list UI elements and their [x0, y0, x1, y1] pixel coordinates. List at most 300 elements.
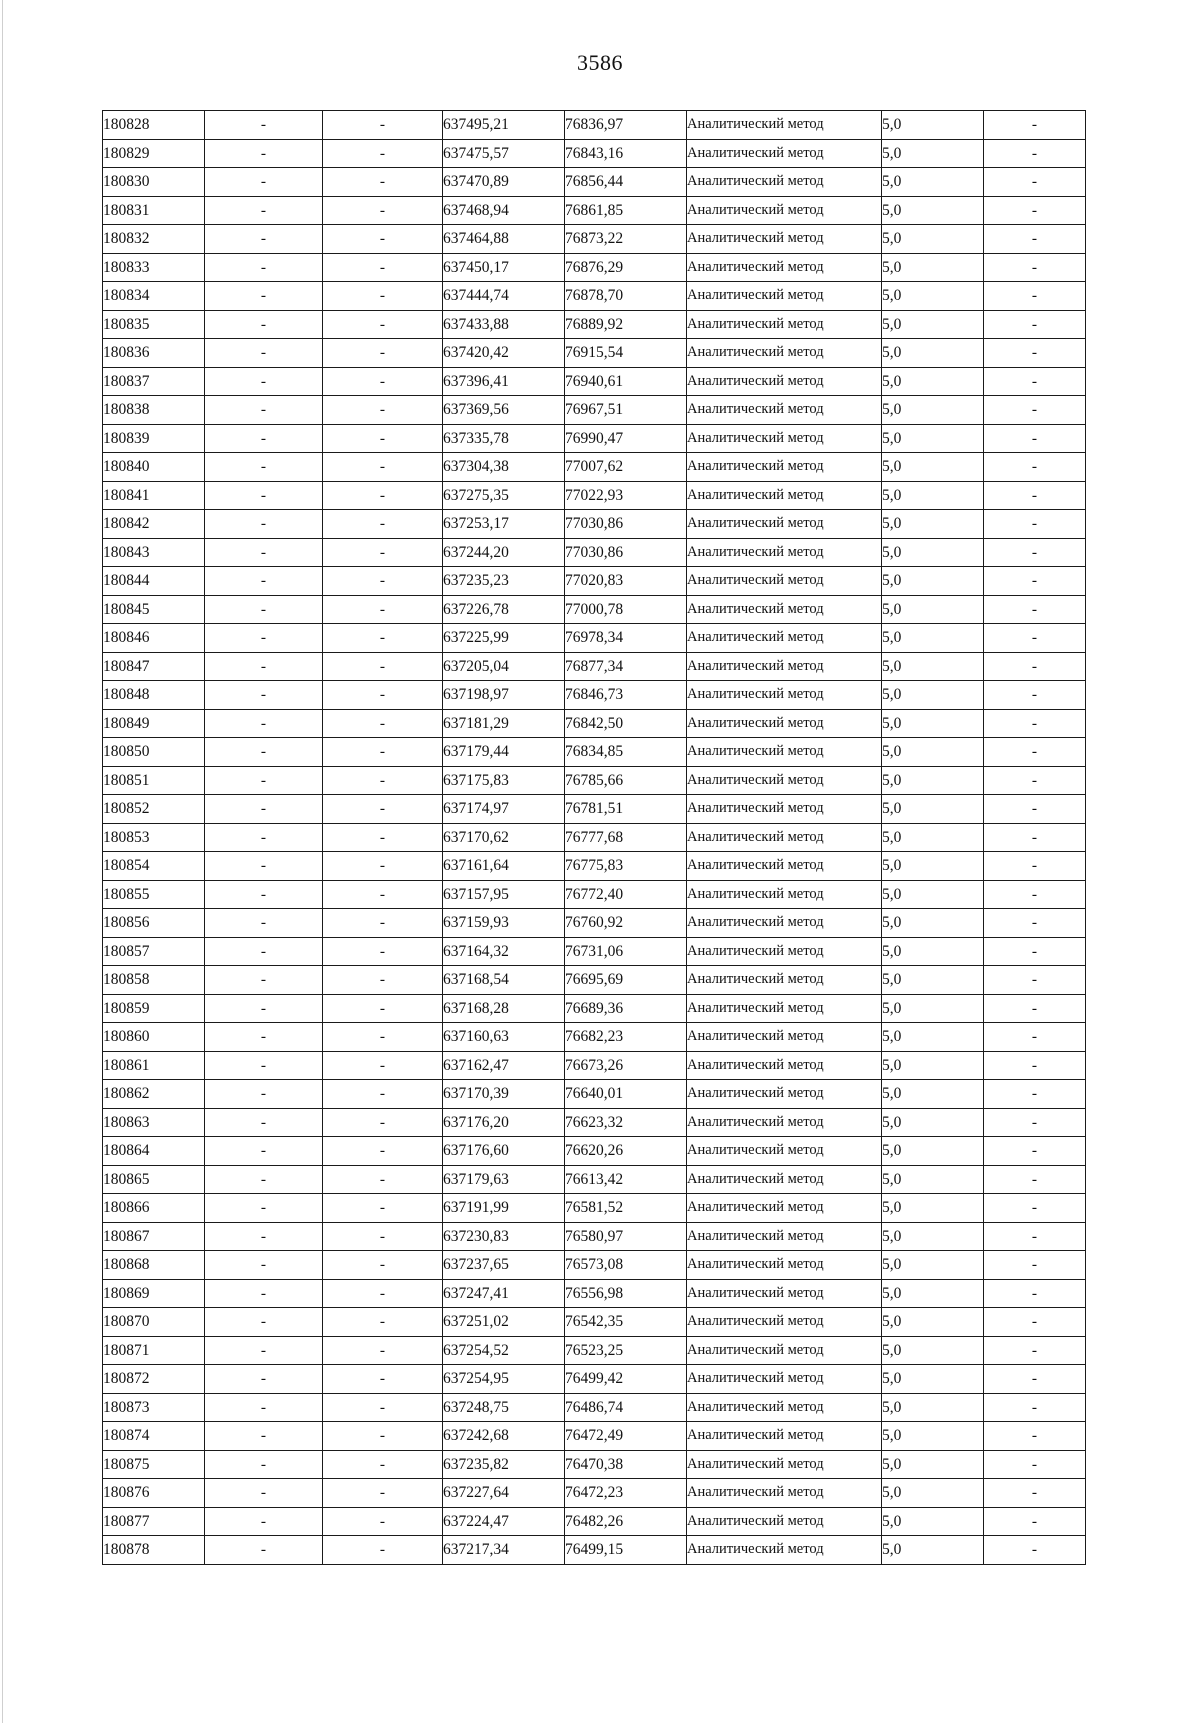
- accuracy-cell: 5,0: [882, 481, 984, 510]
- empty-dash-cell: -: [984, 339, 1086, 368]
- accuracy-cell: 5,0: [882, 1393, 984, 1422]
- point-id-cell: 180870: [103, 1308, 205, 1337]
- accuracy-cell: 5,0: [882, 510, 984, 539]
- empty-dash-cell: -: [984, 510, 1086, 539]
- method-cell: Аналитический метод: [687, 424, 882, 453]
- accuracy-cell: 5,0: [882, 1194, 984, 1223]
- empty-dash-cell: -: [205, 595, 323, 624]
- x-coordinate-cell: 637176,20: [443, 1108, 565, 1137]
- empty-dash-cell: -: [323, 766, 443, 795]
- x-coordinate-cell: 637254,95: [443, 1365, 565, 1394]
- y-coordinate-cell: 76486,74: [565, 1393, 687, 1422]
- x-coordinate-cell: 637157,95: [443, 880, 565, 909]
- accuracy-cell: 5,0: [882, 1051, 984, 1080]
- point-id-cell: 180852: [103, 795, 205, 824]
- point-id-cell: 180876: [103, 1479, 205, 1508]
- empty-dash-cell: -: [205, 111, 323, 140]
- method-cell: Аналитический метод: [687, 1393, 882, 1422]
- y-coordinate-cell: 76472,49: [565, 1422, 687, 1451]
- point-id-cell: 180836: [103, 339, 205, 368]
- empty-dash-cell: -: [984, 1507, 1086, 1536]
- x-coordinate-cell: 637170,62: [443, 823, 565, 852]
- accuracy-cell: 5,0: [882, 453, 984, 482]
- empty-dash-cell: -: [323, 624, 443, 653]
- accuracy-cell: 5,0: [882, 1279, 984, 1308]
- empty-dash-cell: -: [323, 1080, 443, 1109]
- empty-dash-cell: -: [984, 453, 1086, 482]
- empty-dash-cell: -: [205, 1422, 323, 1451]
- empty-dash-cell: -: [205, 168, 323, 197]
- accuracy-cell: 5,0: [882, 1023, 984, 1052]
- y-coordinate-cell: 76695,69: [565, 966, 687, 995]
- empty-dash-cell: -: [205, 567, 323, 596]
- y-coordinate-cell: 76834,85: [565, 738, 687, 767]
- accuracy-cell: 5,0: [882, 1251, 984, 1280]
- x-coordinate-cell: 637444,74: [443, 282, 565, 311]
- x-coordinate-cell: 637227,64: [443, 1479, 565, 1508]
- empty-dash-cell: -: [205, 1507, 323, 1536]
- point-id-cell: 180873: [103, 1393, 205, 1422]
- table-row: [103, 139, 1086, 168]
- empty-dash-cell: -: [323, 1165, 443, 1194]
- table-row: [103, 1051, 1086, 1080]
- point-id-cell: 180856: [103, 909, 205, 938]
- empty-dash-cell: -: [984, 367, 1086, 396]
- x-coordinate-cell: 637275,35: [443, 481, 565, 510]
- table-row: [103, 424, 1086, 453]
- table-row: [103, 339, 1086, 368]
- x-coordinate-cell: 637247,41: [443, 1279, 565, 1308]
- x-coordinate-cell: 637253,17: [443, 510, 565, 539]
- y-coordinate-cell: 76613,42: [565, 1165, 687, 1194]
- method-cell: Аналитический метод: [687, 510, 882, 539]
- point-id-cell: 180861: [103, 1051, 205, 1080]
- table-row: [103, 396, 1086, 425]
- empty-dash-cell: -: [205, 1479, 323, 1508]
- x-coordinate-cell: 637235,23: [443, 567, 565, 596]
- accuracy-cell: 5,0: [882, 823, 984, 852]
- empty-dash-cell: -: [323, 1308, 443, 1337]
- empty-dash-cell: -: [984, 310, 1086, 339]
- accuracy-cell: 5,0: [882, 1507, 984, 1536]
- accuracy-cell: 5,0: [882, 1536, 984, 1565]
- x-coordinate-cell: 637420,42: [443, 339, 565, 368]
- empty-dash-cell: -: [205, 880, 323, 909]
- empty-dash-cell: -: [205, 1536, 323, 1565]
- y-coordinate-cell: 76967,51: [565, 396, 687, 425]
- point-id-cell: 180872: [103, 1365, 205, 1394]
- table-row: [103, 1137, 1086, 1166]
- accuracy-cell: 5,0: [882, 738, 984, 767]
- empty-dash-cell: -: [984, 396, 1086, 425]
- empty-dash-cell: -: [205, 453, 323, 482]
- empty-dash-cell: -: [323, 139, 443, 168]
- x-coordinate-cell: 637450,17: [443, 253, 565, 282]
- method-cell: Аналитический метод: [687, 681, 882, 710]
- y-coordinate-cell: 76915,54: [565, 339, 687, 368]
- point-id-cell: 180849: [103, 709, 205, 738]
- empty-dash-cell: -: [984, 225, 1086, 254]
- empty-dash-cell: -: [323, 567, 443, 596]
- empty-dash-cell: -: [205, 1108, 323, 1137]
- empty-dash-cell: -: [323, 1422, 443, 1451]
- y-coordinate-cell: 76873,22: [565, 225, 687, 254]
- method-cell: Аналитический метод: [687, 1251, 882, 1280]
- table-row: [103, 282, 1086, 311]
- y-coordinate-cell: 76785,66: [565, 766, 687, 795]
- table-row: [103, 111, 1086, 140]
- table-row: [103, 652, 1086, 681]
- y-coordinate-cell: 76482,26: [565, 1507, 687, 1536]
- x-coordinate-cell: 637464,88: [443, 225, 565, 254]
- accuracy-cell: 5,0: [882, 937, 984, 966]
- method-cell: Аналитический метод: [687, 1279, 882, 1308]
- method-cell: Аналитический метод: [687, 139, 882, 168]
- x-coordinate-cell: 637162,47: [443, 1051, 565, 1080]
- x-coordinate-cell: 637226,78: [443, 595, 565, 624]
- empty-dash-cell: -: [984, 111, 1086, 140]
- table-row: [103, 738, 1086, 767]
- y-coordinate-cell: 77030,86: [565, 538, 687, 567]
- y-coordinate-cell: 76499,42: [565, 1365, 687, 1394]
- empty-dash-cell: -: [984, 1222, 1086, 1251]
- empty-dash-cell: -: [323, 966, 443, 995]
- x-coordinate-cell: 637225,99: [443, 624, 565, 653]
- empty-dash-cell: -: [205, 1450, 323, 1479]
- table-row: [103, 453, 1086, 482]
- point-id-cell: 180831: [103, 196, 205, 225]
- table-row: [103, 795, 1086, 824]
- empty-dash-cell: -: [323, 538, 443, 567]
- point-id-cell: 180844: [103, 567, 205, 596]
- y-coordinate-cell: 76499,15: [565, 1536, 687, 1565]
- empty-dash-cell: -: [984, 424, 1086, 453]
- empty-dash-cell: -: [323, 795, 443, 824]
- table-row: [103, 1251, 1086, 1280]
- empty-dash-cell: -: [205, 1336, 323, 1365]
- method-cell: Аналитический метод: [687, 367, 882, 396]
- accuracy-cell: 5,0: [882, 1479, 984, 1508]
- empty-dash-cell: -: [205, 624, 323, 653]
- empty-dash-cell: -: [984, 1194, 1086, 1223]
- table-row: [103, 937, 1086, 966]
- x-coordinate-cell: 637198,97: [443, 681, 565, 710]
- empty-dash-cell: -: [323, 225, 443, 254]
- method-cell: Аналитический метод: [687, 282, 882, 311]
- point-id-cell: 180848: [103, 681, 205, 710]
- y-coordinate-cell: 76556,98: [565, 1279, 687, 1308]
- x-coordinate-cell: 637159,93: [443, 909, 565, 938]
- empty-dash-cell: -: [323, 1251, 443, 1280]
- point-id-cell: 180874: [103, 1422, 205, 1451]
- method-cell: Аналитический метод: [687, 766, 882, 795]
- empty-dash-cell: -: [984, 282, 1086, 311]
- y-coordinate-cell: 76472,23: [565, 1479, 687, 1508]
- method-cell: Аналитический метод: [687, 966, 882, 995]
- point-id-cell: 180850: [103, 738, 205, 767]
- accuracy-cell: 5,0: [882, 681, 984, 710]
- point-id-cell: 180828: [103, 111, 205, 140]
- table-row: [103, 538, 1086, 567]
- empty-dash-cell: -: [323, 1279, 443, 1308]
- table-row: [103, 1194, 1086, 1223]
- accuracy-cell: 5,0: [882, 1080, 984, 1109]
- x-coordinate-cell: 637224,47: [443, 1507, 565, 1536]
- table-row: [103, 253, 1086, 282]
- x-coordinate-cell: 637181,29: [443, 709, 565, 738]
- y-coordinate-cell: 77030,86: [565, 510, 687, 539]
- point-id-cell: 180840: [103, 453, 205, 482]
- table-row: [103, 1336, 1086, 1365]
- empty-dash-cell: -: [205, 1251, 323, 1280]
- point-id-cell: 180830: [103, 168, 205, 197]
- empty-dash-cell: -: [323, 880, 443, 909]
- empty-dash-cell: -: [984, 1450, 1086, 1479]
- empty-dash-cell: -: [205, 1051, 323, 1080]
- empty-dash-cell: -: [205, 1023, 323, 1052]
- accuracy-cell: 5,0: [882, 567, 984, 596]
- empty-dash-cell: -: [323, 396, 443, 425]
- empty-dash-cell: -: [323, 852, 443, 881]
- empty-dash-cell: -: [323, 1336, 443, 1365]
- coordinates-table: [102, 110, 1086, 1565]
- scan-edge-line: [2, 0, 3, 1723]
- empty-dash-cell: -: [323, 937, 443, 966]
- accuracy-cell: 5,0: [882, 880, 984, 909]
- empty-dash-cell: -: [984, 880, 1086, 909]
- method-cell: Аналитический метод: [687, 595, 882, 624]
- empty-dash-cell: -: [323, 424, 443, 453]
- table-row: [103, 1308, 1086, 1337]
- method-cell: Аналитический метод: [687, 1422, 882, 1451]
- accuracy-cell: 5,0: [882, 310, 984, 339]
- x-coordinate-cell: 637176,60: [443, 1137, 565, 1166]
- empty-dash-cell: -: [205, 994, 323, 1023]
- method-cell: Аналитический метод: [687, 1507, 882, 1536]
- y-coordinate-cell: 76542,35: [565, 1308, 687, 1337]
- table-row: [103, 852, 1086, 881]
- method-cell: Аналитический метод: [687, 1051, 882, 1080]
- empty-dash-cell: -: [205, 481, 323, 510]
- point-id-cell: 180841: [103, 481, 205, 510]
- method-cell: Аналитический метод: [687, 253, 882, 282]
- point-id-cell: 180877: [103, 1507, 205, 1536]
- x-coordinate-cell: 637495,21: [443, 111, 565, 140]
- table-row: [103, 1507, 1086, 1536]
- empty-dash-cell: -: [205, 424, 323, 453]
- empty-dash-cell: -: [205, 139, 323, 168]
- empty-dash-cell: -: [323, 510, 443, 539]
- empty-dash-cell: -: [984, 994, 1086, 1023]
- y-coordinate-cell: 76940,61: [565, 367, 687, 396]
- x-coordinate-cell: 637468,94: [443, 196, 565, 225]
- point-id-cell: 180875: [103, 1450, 205, 1479]
- empty-dash-cell: -: [984, 1279, 1086, 1308]
- method-cell: Аналитический метод: [687, 1365, 882, 1394]
- method-cell: Аналитический метод: [687, 795, 882, 824]
- accuracy-cell: 5,0: [882, 1422, 984, 1451]
- empty-dash-cell: -: [323, 168, 443, 197]
- table-row: [103, 481, 1086, 510]
- y-coordinate-cell: 76889,92: [565, 310, 687, 339]
- table-row: [103, 1422, 1086, 1451]
- y-coordinate-cell: 76846,73: [565, 681, 687, 710]
- empty-dash-cell: -: [984, 652, 1086, 681]
- method-cell: Аналитический метод: [687, 111, 882, 140]
- empty-dash-cell: -: [984, 1108, 1086, 1137]
- table-row: [103, 624, 1086, 653]
- empty-dash-cell: -: [205, 1194, 323, 1223]
- empty-dash-cell: -: [205, 1365, 323, 1394]
- point-id-cell: 180847: [103, 652, 205, 681]
- x-coordinate-cell: 637248,75: [443, 1393, 565, 1422]
- x-coordinate-cell: 637433,88: [443, 310, 565, 339]
- accuracy-cell: 5,0: [882, 282, 984, 311]
- y-coordinate-cell: 76731,06: [565, 937, 687, 966]
- empty-dash-cell: -: [323, 481, 443, 510]
- x-coordinate-cell: 637242,68: [443, 1422, 565, 1451]
- method-cell: Аналитический метод: [687, 1450, 882, 1479]
- table-row: [103, 310, 1086, 339]
- method-cell: Аналитический метод: [687, 652, 882, 681]
- table-body: [103, 111, 1086, 1565]
- y-coordinate-cell: 76673,26: [565, 1051, 687, 1080]
- accuracy-cell: 5,0: [882, 1165, 984, 1194]
- accuracy-cell: 5,0: [882, 852, 984, 881]
- table-row: [103, 567, 1086, 596]
- empty-dash-cell: -: [323, 652, 443, 681]
- empty-dash-cell: -: [984, 909, 1086, 938]
- x-coordinate-cell: 637396,41: [443, 367, 565, 396]
- point-id-cell: 180867: [103, 1222, 205, 1251]
- x-coordinate-cell: 637174,97: [443, 795, 565, 824]
- x-coordinate-cell: 637217,34: [443, 1536, 565, 1565]
- point-id-cell: 180842: [103, 510, 205, 539]
- empty-dash-cell: -: [323, 595, 443, 624]
- method-cell: Аналитический метод: [687, 168, 882, 197]
- empty-dash-cell: -: [984, 1137, 1086, 1166]
- empty-dash-cell: -: [323, 1450, 443, 1479]
- empty-dash-cell: -: [323, 367, 443, 396]
- point-id-cell: 180859: [103, 994, 205, 1023]
- point-id-cell: 180846: [103, 624, 205, 653]
- y-coordinate-cell: 76620,26: [565, 1137, 687, 1166]
- accuracy-cell: 5,0: [882, 1450, 984, 1479]
- empty-dash-cell: -: [205, 852, 323, 881]
- point-id-cell: 180871: [103, 1336, 205, 1365]
- table-row: [103, 766, 1086, 795]
- table-row: [103, 1023, 1086, 1052]
- accuracy-cell: 5,0: [882, 111, 984, 140]
- y-coordinate-cell: 76876,29: [565, 253, 687, 282]
- table-row: [103, 1450, 1086, 1479]
- x-coordinate-cell: 637160,63: [443, 1023, 565, 1052]
- table-row: [103, 1365, 1086, 1394]
- empty-dash-cell: -: [323, 196, 443, 225]
- method-cell: Аналитический метод: [687, 880, 882, 909]
- empty-dash-cell: -: [205, 396, 323, 425]
- y-coordinate-cell: 76523,25: [565, 1336, 687, 1365]
- method-cell: Аналитический метод: [687, 1308, 882, 1337]
- empty-dash-cell: -: [984, 681, 1086, 710]
- empty-dash-cell: -: [323, 1507, 443, 1536]
- table-row: [103, 510, 1086, 539]
- empty-dash-cell: -: [205, 652, 323, 681]
- accuracy-cell: 5,0: [882, 624, 984, 653]
- accuracy-cell: 5,0: [882, 538, 984, 567]
- empty-dash-cell: -: [323, 310, 443, 339]
- x-coordinate-cell: 637168,54: [443, 966, 565, 995]
- empty-dash-cell: -: [984, 1051, 1086, 1080]
- point-id-cell: 180854: [103, 852, 205, 881]
- x-coordinate-cell: 637205,04: [443, 652, 565, 681]
- empty-dash-cell: -: [205, 253, 323, 282]
- empty-dash-cell: -: [205, 681, 323, 710]
- method-cell: Аналитический метод: [687, 852, 882, 881]
- y-coordinate-cell: 76775,83: [565, 852, 687, 881]
- method-cell: Аналитический метод: [687, 1194, 882, 1223]
- accuracy-cell: 5,0: [882, 168, 984, 197]
- y-coordinate-cell: 76781,51: [565, 795, 687, 824]
- table-row: [103, 225, 1086, 254]
- method-cell: Аналитический метод: [687, 310, 882, 339]
- x-coordinate-cell: 637244,20: [443, 538, 565, 567]
- accuracy-cell: 5,0: [882, 1222, 984, 1251]
- method-cell: Аналитический метод: [687, 1108, 882, 1137]
- empty-dash-cell: -: [205, 367, 323, 396]
- point-id-cell: 180834: [103, 282, 205, 311]
- method-cell: Аналитический метод: [687, 196, 882, 225]
- empty-dash-cell: -: [323, 738, 443, 767]
- method-cell: Аналитический метод: [687, 567, 882, 596]
- x-coordinate-cell: 637237,65: [443, 1251, 565, 1280]
- empty-dash-cell: -: [205, 339, 323, 368]
- accuracy-cell: 5,0: [882, 196, 984, 225]
- y-coordinate-cell: 76836,97: [565, 111, 687, 140]
- y-coordinate-cell: 76877,34: [565, 652, 687, 681]
- empty-dash-cell: -: [984, 168, 1086, 197]
- empty-dash-cell: -: [323, 681, 443, 710]
- empty-dash-cell: -: [984, 709, 1086, 738]
- empty-dash-cell: -: [984, 1023, 1086, 1052]
- empty-dash-cell: -: [205, 196, 323, 225]
- empty-dash-cell: -: [984, 1393, 1086, 1422]
- method-cell: Аналитический метод: [687, 823, 882, 852]
- empty-dash-cell: -: [205, 823, 323, 852]
- point-id-cell: 180843: [103, 538, 205, 567]
- accuracy-cell: 5,0: [882, 424, 984, 453]
- point-id-cell: 180858: [103, 966, 205, 995]
- empty-dash-cell: -: [984, 852, 1086, 881]
- accuracy-cell: 5,0: [882, 253, 984, 282]
- empty-dash-cell: -: [323, 909, 443, 938]
- method-cell: Аналитический метод: [687, 453, 882, 482]
- point-id-cell: 180829: [103, 139, 205, 168]
- page-number: 3586: [577, 50, 623, 75]
- x-coordinate-cell: 637235,82: [443, 1450, 565, 1479]
- empty-dash-cell: -: [205, 1222, 323, 1251]
- method-cell: Аналитический метод: [687, 481, 882, 510]
- x-coordinate-cell: 637230,83: [443, 1222, 565, 1251]
- accuracy-cell: 5,0: [882, 709, 984, 738]
- empty-dash-cell: -: [984, 937, 1086, 966]
- y-coordinate-cell: 76580,97: [565, 1222, 687, 1251]
- empty-dash-cell: -: [323, 1194, 443, 1223]
- table-row: [103, 1479, 1086, 1508]
- empty-dash-cell: -: [205, 937, 323, 966]
- empty-dash-cell: -: [205, 966, 323, 995]
- x-coordinate-cell: 637254,52: [443, 1336, 565, 1365]
